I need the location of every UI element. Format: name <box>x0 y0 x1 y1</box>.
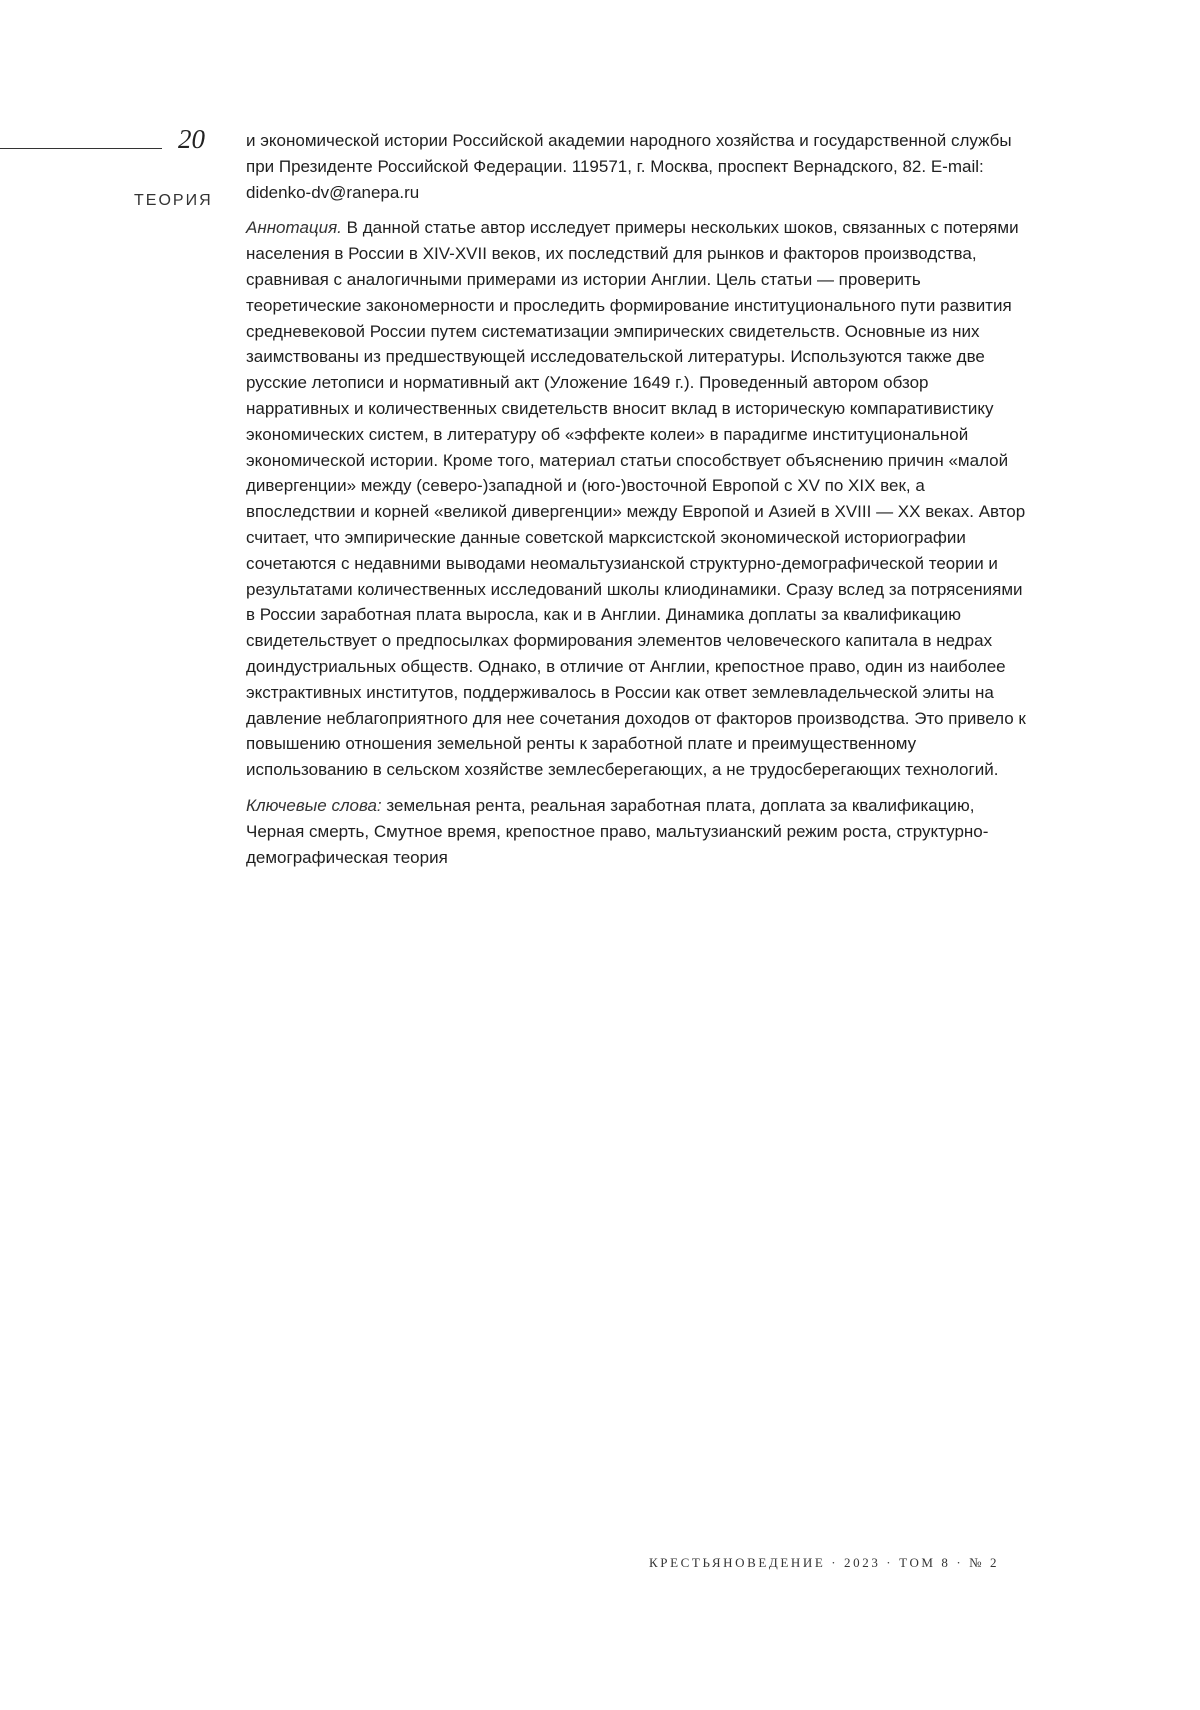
section-label: ТЕОРИЯ <box>134 192 213 209</box>
header-rule <box>0 148 162 149</box>
abstract-label: Аннотация. <box>246 218 342 238</box>
abstract-paragraph <box>246 215 1036 783</box>
keywords-paragraph <box>246 793 1036 870</box>
keywords-text: земельная рента, реальная заработная плата, доплата за квалификацию, Черная смерть, Смутное время, крепостное право, мальтузианский режим роста, структурно-демографическая теория <box>246 795 989 867</box>
author-affiliation: и экономической истории Российской академии народного хозяйства и государственной службы при Президенте Российской Федерации. 119571, г. Москва, проспект Вернадского, 82. E-mail: didenko-dv@ranepa.ru <box>246 131 1012 202</box>
abstract-text: В данной статье автор исследует примеры нескольких шоков, связанных с потерями населения в России в XIV-XVII веков, их последствий для рынков и факторов производства, сравнивая с аналогичными примерами из истории Англии. Цель статьи — проверить теоретические закономерности и проследить формирование институционального пути развития средневековой России путем систематизации эмпирических свидетельств. Основные из них заимствованы из предшествующей исследовательской литературы. Используются также две русские летописи и нормативный акт (Уложение 1649 г.). Проведенный автором обзор нарративных и количественных свидетельств вносит вклад в историческую компаративистику экономических систем, в литературу об «эффекте колеи» в парадигме институциональной экономической истории. Кроме того, материал статьи способствует объяснению причин «малой дивергенции» между (северо-)западной и (юго-)восточной Европой с XV по XIX век, а впоследствии и корней «великой дивергенции» между Европой и Азией в XVIII — XX веках. Автор считает, что эмпирические данные советской марксистской экономической историографии сочетаются с недавними выводами неомальтузианской структурно-демографической теории и результатами количественных исследований школы клиодинамики. Сразу вслед за потрясениями в России заработная плата выросла, как и в Англии. Динамика доплаты за квалификацию свидетельствует о предпосылках формирования элементов человеческого капитала в недрах доиндустриальных обществ. Однако, в отличие от Англии, крепостное право, один из наиболее экстрактивных институтов, поддерживалось в России как ответ землевладельческой элиты на давление неблагоприятного для нее сочетания доходов от факторов производства. Это привело к повышению отношения земельной ренты к заработной плате и преимущественному использованию в сельском хозяйстве землесберегающих, а не трудосберегающих технологий. <box>246 218 1026 780</box>
article-body <box>246 128 1036 870</box>
keywords-label: Ключевые слова: <box>246 795 382 815</box>
page-number: 20 <box>178 124 205 154</box>
journal-footer: КРЕСТЬЯНОВЕДЕНИЕ · 2023 · ТОМ 8 · № 2 <box>649 1555 1000 1570</box>
